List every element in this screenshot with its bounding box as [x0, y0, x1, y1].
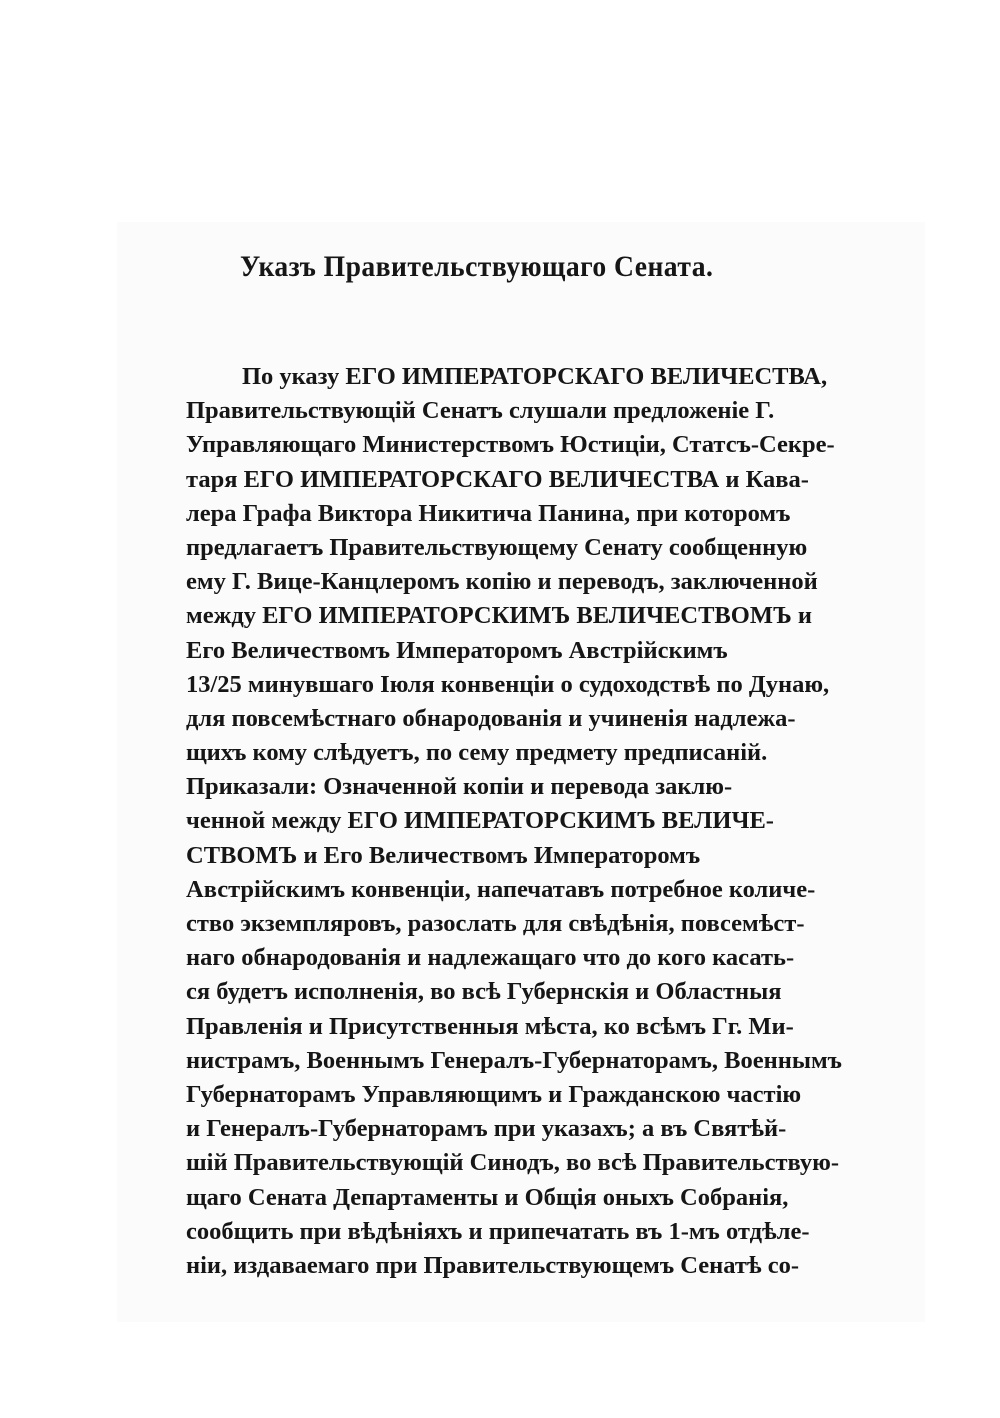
text-line: Правленія и Присутственныя мѣста, ко всѣмъ Гг. Ми- [186, 1012, 794, 1040]
text-line: Управляющаго Министерствомъ Юстиціи, Статсъ-Секре- [186, 431, 835, 459]
text-line: Приказали: Означенной копіи и перевода заклю- [186, 773, 733, 801]
text-line: СТВОМЪ и Его Величествомъ Императоромъ [186, 841, 701, 869]
text-line: между ЕГО ИМПЕРАТОРСКИМЪ ВЕЛИЧЕСТВОМЪ и [186, 602, 812, 630]
text-line: ніи, издаваемаго при Правительствующемъ Сенатѣ со- [186, 1251, 800, 1279]
text-line: Австрійскимъ конвенціи, напечатавъ потребное количе- [186, 875, 816, 903]
text-line: щихъ кому слѣдуетъ, по сему предмету предписаній. [186, 739, 768, 767]
text-line: лера Графа Виктора Никитича Панина, при которомъ [186, 499, 791, 527]
text-line: шій Правительствующій Синодъ, во всѣ Правительствую- [186, 1149, 840, 1177]
text-line: сообщить при вѣдѣніяхъ и припечатать въ 1-мъ отдѣле- [186, 1217, 810, 1245]
text-line: ся будетъ исполненія, во всѣ Губернскія и Областныя [186, 978, 782, 1006]
text-line: таря ЕГО ИМПЕРАТОРСКАГО ВЕЛИЧЕСТВА и Кава- [186, 465, 809, 493]
page-title: Указъ Правительствующаго Сената. [240, 250, 714, 283]
text-line: Губернаторамъ Управляющимъ и Гражданскою частію [186, 1080, 802, 1108]
text-line: ему Г. Вице-Канцлеромъ копію и переводъ, заключенной [186, 568, 818, 596]
text-line: ченной между ЕГО ИМПЕРАТОРСКИМЪ ВЕЛИЧЕ- [186, 807, 774, 835]
text-line: ство экземпляровъ, разослать для свѣдѣнія, повсемѣст- [186, 910, 805, 937]
text-line: и Генералъ-Губернаторамъ при указахъ; а въ Святѣй- [186, 1115, 787, 1143]
text-line: нистрамъ, Военнымъ Генералъ-Губернаторамъ, Военнымъ [186, 1046, 842, 1074]
text-line: щаго Сената Департаменты и Общія оныхъ Собранія, [186, 1183, 789, 1211]
text-line: предлагаетъ Правительствующему Сенату сообщенную [186, 533, 808, 561]
text-line: По указу ЕГО ИМПЕРАТОРСКАГО ВЕЛИЧЕСТВА, [242, 363, 828, 390]
text-line: 13/25 минувшаго Іюля конвенціи о судоходствѣ по Дунаю, [186, 670, 830, 698]
body-text [186, 360, 868, 1283]
text-line: Правительствующій Сенатъ слушали предложеніе Г. [186, 397, 775, 425]
text-line: наго обнародованія и надлежащаго что до кого касать- [186, 944, 795, 972]
text-line: для повсемѣстнаго обнародованія и учиненія надлежа- [186, 704, 796, 732]
text-line: Его Величествомъ Императоромъ Австрійскимъ [186, 636, 728, 664]
